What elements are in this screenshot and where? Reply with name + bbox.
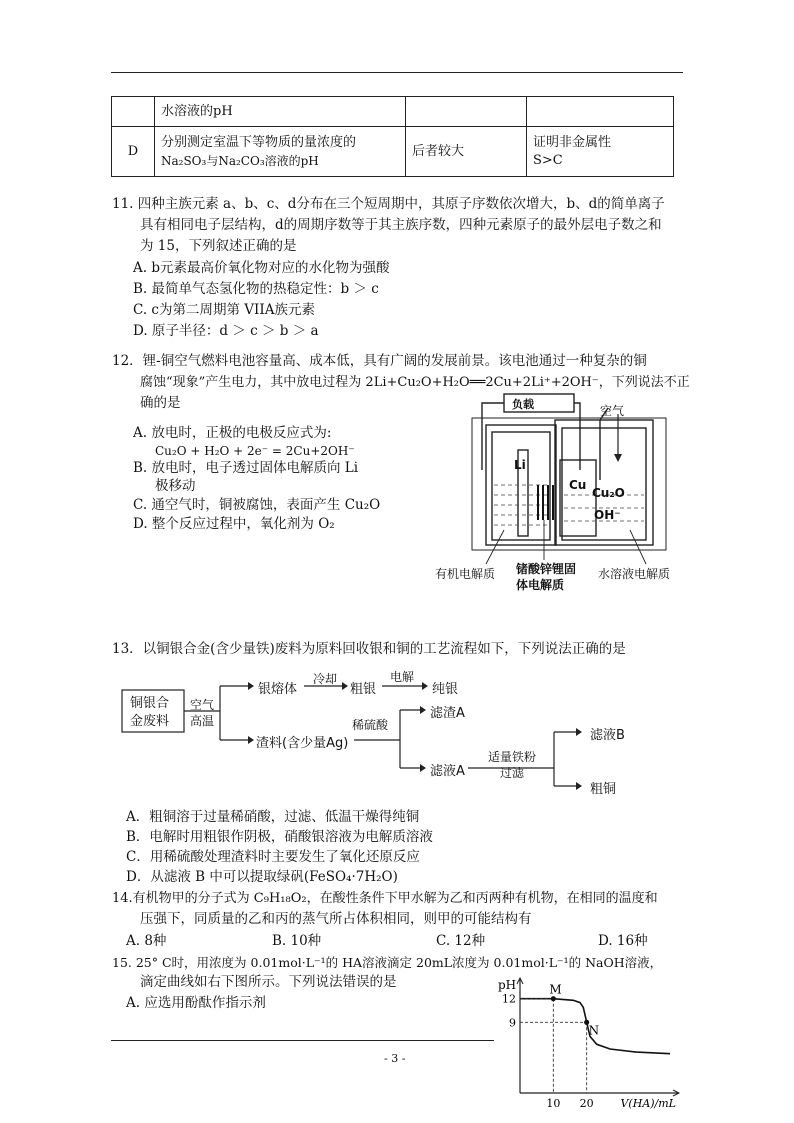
table-cell-c2: 水溶液的pH <box>155 97 406 127</box>
q12-option-d: D. 整个反应过程中，氧化剂为 O₂ <box>133 516 335 532</box>
battery-cu2o-label: Cu₂O <box>592 486 625 500</box>
y-tick-label: 12 <box>502 992 516 1006</box>
flow-fe-1: 适量铁粉 <box>488 750 537 764</box>
x-axis-label: V(HA)/mL <box>620 1097 676 1110</box>
flow-electro: 电解 <box>390 670 415 684</box>
q15-stem2: 滴定曲线如右下图所示。下列说法错误的是 <box>140 974 397 990</box>
x-tick-label: 20 <box>579 1097 594 1110</box>
flow-crude-ag: 粗银 <box>350 682 377 697</box>
q13-option-d: D．从滤液 B 中可以提取绿矾(FeSO₄·7H₂O) <box>126 869 398 885</box>
q12-option-a2: Cu₂O + H₂O + 2e⁻ = 2Cu+2OH⁻ <box>155 444 355 458</box>
flow-residue: 滤渣A <box>430 706 465 721</box>
q14-option-a: A. 8种 <box>126 933 167 949</box>
battery-solid-label-1: 锗酸锌锂固 <box>516 562 577 576</box>
q14-option-d: D. 16种 <box>598 933 648 949</box>
flow-start-2: 金废料 <box>130 714 170 729</box>
q12-option-c: C. 通空气时，铜被腐蚀，表面产生 Cu₂O <box>133 497 381 513</box>
battery-solid-label-2: 体电解质 <box>516 578 565 592</box>
battery-organic-label: 有机电解质 <box>435 567 496 581</box>
flow-dil-acid: 稀硫酸 <box>352 718 389 732</box>
battery-aqueous-label: 水溶液电解质 <box>598 567 671 581</box>
table-cell-d2 <box>155 127 406 177</box>
table-cell-phenomenon: 后者较大 <box>406 127 527 177</box>
titration-chart <box>496 975 686 1120</box>
flow-filtrate-b: 滤液B <box>590 728 625 743</box>
q13-option-a: A．粗铜溶于过量稀硝酸，过滤、低温干燥得纯铜 <box>126 809 420 825</box>
page-number: - 3 - <box>384 1052 406 1065</box>
q12-option-a1: A. 放电时，正极的电极反应式为: <box>133 425 332 441</box>
q14-stem2: 压强下，同质量的乙和丙的蒸气所占体积相同，则甲的可能结构有 <box>140 911 532 927</box>
q12-option-b1: B. 放电时，电子透过固体电解质向 Li <box>133 460 359 476</box>
flow-crude-cu: 粗铜 <box>590 782 617 797</box>
table-row-label: D <box>112 127 155 177</box>
battery-cu-label: Cu <box>569 478 587 492</box>
q11-option-c: C. c为第二周期第 VIIA族元素 <box>133 302 315 318</box>
battery-oh-label: OH⁻ <box>594 508 621 522</box>
q11-option-d: D. 原子半径：d ＞ c ＞ b ＞ a <box>133 323 319 339</box>
experiment-table <box>111 96 674 177</box>
q14-option-b: B. 10种 <box>272 933 322 949</box>
q12-option-b2: 极移动 <box>155 478 196 494</box>
y-axis-label: pH <box>498 978 517 992</box>
table-cell-empty <box>527 97 674 127</box>
flow-pure-ag: 纯银 <box>432 682 459 697</box>
q15-stem1: 15. 25° C时，用浓度为 0.01mol·L⁻¹的 HA溶液滴定 20mL浓度为 0.01mol·L⁻¹的 NaOH溶液， <box>112 955 663 970</box>
q12-stem1: 12．锂-铜空气燃料电池容量高、成本低，具有广阔的发展前景。该电池通过一种复杂的铜 <box>112 353 647 369</box>
q11-option-a: A. b元素最高价氧化物对应的水化物为强酸 <box>133 260 390 276</box>
q13-option-c: C．用稀硫酸处理渣料时主要发生了氧化还原反应 <box>126 849 420 865</box>
q11-option-b: B. 最简单气态氢化物的热稳定性：b ＞ c <box>133 281 379 297</box>
q12-stem2: 腐蚀“现象”产生电力，其中放电过程为 2Li+Cu₂O+H₂O══2Cu+2Li⁺+2OH⁻，下列说法不正 <box>140 375 690 390</box>
q15-option-a: A. 应选用酚酞作指示剂 <box>126 995 266 1011</box>
q13-stem: 13．以铜银合金(含少量铁)废料为原料回收银和铜的工艺流程如下，下列说法正确的是 <box>112 641 626 657</box>
x-tick-label: 10 <box>546 1097 561 1110</box>
flow-start-1: 铜银合 <box>130 696 170 711</box>
point-label: M <box>549 982 562 997</box>
flow-air: 空气 <box>190 698 215 712</box>
flow-heat: 高温 <box>190 714 215 728</box>
battery-li-label: Li <box>514 458 526 472</box>
q11-stem2: 具有相同电子层结构，d的周期序数等于其主族序数，四种元素原子的最外层电子数之和 <box>140 217 662 233</box>
footer-rule <box>111 1040 494 1041</box>
q11-stem1: 11. 四种主族元素 a、b、c、d分布在三个短周期中，其原子序数依次增大，b、d的简单离子 <box>112 196 665 212</box>
header-rule <box>111 72 683 73</box>
row-d-line1: 分别测定室温下等物质的量浓度的 <box>161 134 357 150</box>
point-label: N <box>588 1023 600 1038</box>
conclusion-line2: S>C <box>533 152 563 168</box>
conclusion-line1: 证明非金属性 <box>533 134 612 150</box>
table-cell-empty <box>406 97 527 127</box>
battery-load-label: 负载 <box>512 398 534 411</box>
flow-melt: 银熔体 <box>258 682 298 697</box>
table-cell-empty <box>112 97 155 127</box>
flow-filtrate-a: 滤液A <box>430 764 465 779</box>
y-tick-label: 9 <box>509 1016 516 1030</box>
process-flowchart <box>120 668 640 798</box>
q14-stem1: 14.有机物甲的分子式为 C₉H₁₈O₂，在酸性条件下甲水解为乙和丙两种有机物，在相同的温度和 <box>112 891 658 906</box>
flow-slag: 渣料(含少量Ag) <box>256 736 349 751</box>
table-cell-conclusion <box>527 127 674 177</box>
q14-option-c: C. 12种 <box>436 933 486 949</box>
q11-stem3: 为 15，下列叙述正确的是 <box>140 238 297 254</box>
point-M <box>551 996 556 1001</box>
flow-cool: 冷却 <box>313 672 338 686</box>
q12-stem3: 确的是 <box>140 395 181 411</box>
flow-fe-2: 过滤 <box>500 766 525 780</box>
row-d-line2: Na₂SO₃与Na₂CO₃溶液的pH <box>161 153 319 168</box>
q13-option-b: B．电解时用粗银作阴极，硝酸银溶液为电解质溶液 <box>126 829 433 845</box>
battery-air-label: 空气 <box>600 404 625 418</box>
